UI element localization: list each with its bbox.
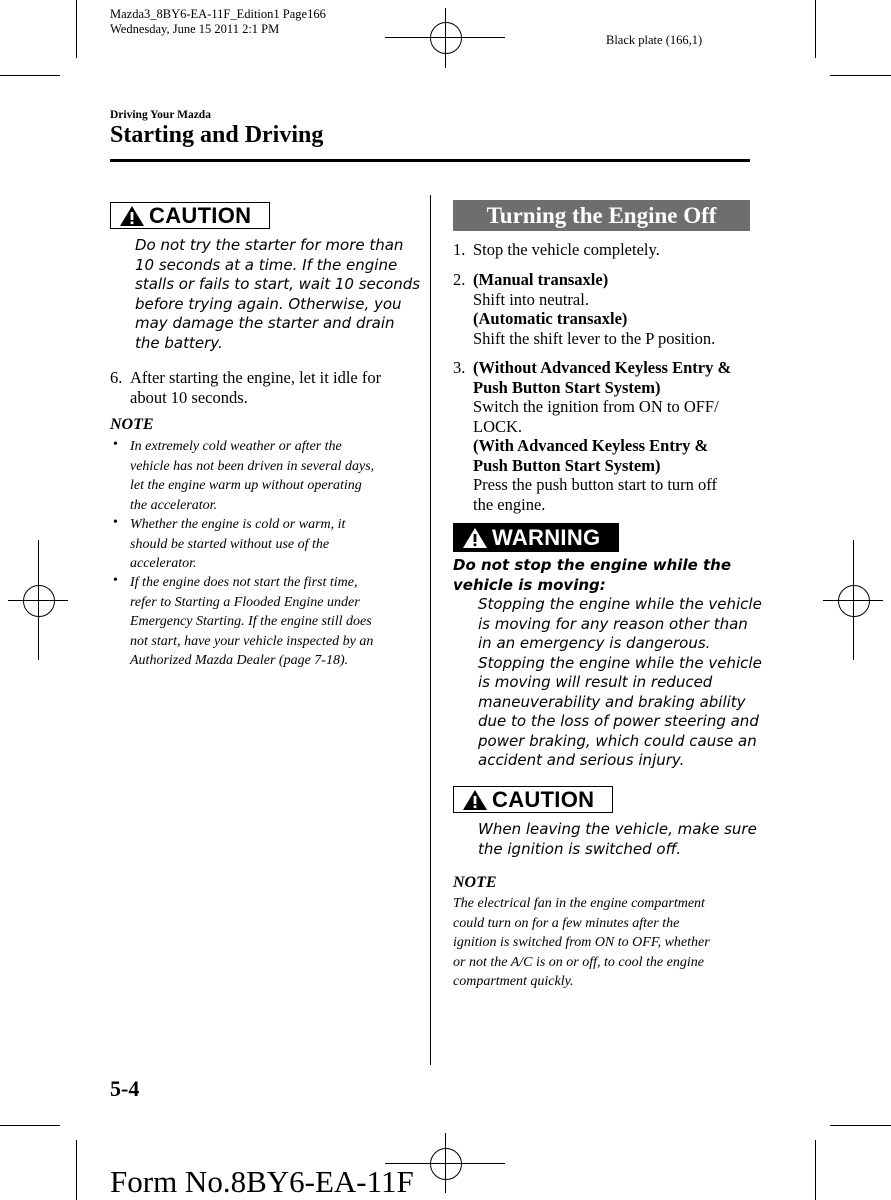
warning-line: is moving for any reason other than: [478, 614, 748, 633]
step-number: 2.: [453, 270, 466, 289]
step-subheading: Push Button Start System): [473, 377, 661, 397]
caution-line: When leaving the vehicle, make sure: [478, 820, 757, 838]
step-line: LOCK.: [473, 416, 523, 436]
note-line: The electrical fan in the engine compartment: [453, 896, 705, 911]
note-bullet-3: [130, 573, 373, 671]
print-job-date: Wednesday, June 15 2011 2:1 PM: [110, 22, 280, 36]
note-text-right: [453, 894, 710, 992]
page-title: Starting and Driving: [110, 122, 324, 148]
step-1-text: Stop the vehicle completely.: [473, 240, 660, 259]
step-subheading: (With Advanced Keyless Entry &: [473, 436, 709, 455]
note-line: the accelerator.: [130, 497, 218, 513]
step-line: Switch the ignition from ON to OFF/: [473, 397, 719, 416]
caution-line: Do not try the starter for more than: [135, 236, 404, 254]
step-number: 1.: [453, 240, 466, 259]
caution-badge-right: [453, 786, 613, 813]
warning-triangle-icon: [462, 527, 488, 549]
warning-lead-line: Do not stop the engine while the: [453, 556, 732, 574]
step-subheading: Push Button Start System): [473, 455, 661, 475]
warning-line: Stopping the engine while the vehicle: [478, 595, 762, 613]
warning-badge: [453, 523, 619, 552]
note-line: Whether the engine is cold or warm, it: [130, 517, 346, 532]
step-line: the engine.: [473, 494, 546, 514]
warning-label: WARNING: [492, 524, 601, 550]
warning-line: accident and serious injury.: [478, 751, 685, 769]
step-subheading: (Automatic transaxle): [473, 309, 628, 328]
step-line: Shift into neutral.: [473, 289, 589, 309]
form-number: Form No.8BY6-EA-11F: [110, 1164, 414, 1199]
step-6-text: [130, 368, 381, 407]
note-line: Emergency Starting. If the engine still does: [130, 614, 372, 629]
warning-lead-line: vehicle is moving:: [453, 575, 606, 594]
note-line: could turn on for a few minutes after the: [453, 915, 680, 931]
caution-label: CAUTION: [492, 786, 595, 812]
note-heading-right: NOTE: [453, 874, 497, 891]
title-rule: [110, 159, 750, 162]
note-line: Authorized Mazda Dealer (page 7-18).: [130, 653, 349, 668]
caution-line: the ignition is switched off.: [478, 839, 682, 858]
note-line: vehicle has not been driven in several days,: [130, 458, 375, 474]
column-divider: [430, 195, 431, 1065]
caution-line: the battery.: [135, 333, 223, 352]
step-line: Shift the shift lever to the P position.: [473, 328, 716, 348]
caution-badge-left: [110, 202, 270, 229]
caution-line: 10 seconds at a time. If the engine: [135, 255, 398, 274]
warning-text: [478, 595, 762, 771]
section-banner: Turning the Engine Off: [453, 200, 750, 231]
step-subheading: (Without Advanced Keyless Entry &: [473, 358, 732, 377]
warning-line: power braking, which could cause an: [478, 731, 757, 750]
caution-text-right: [478, 820, 757, 859]
print-job-file: Mazda3_8BY6-EA-11F_Edition1 Page166: [110, 7, 326, 21]
warning-triangle-icon: [462, 789, 488, 811]
note-line: or not the A/C is on or off, to cool the engine: [453, 954, 704, 970]
warning-triangle-icon: [119, 205, 145, 227]
warning-line: maneuverability and braking ability: [478, 692, 746, 711]
note-line: not start, have your vehicle inspected by an: [130, 633, 374, 649]
bullet-dot: •: [113, 573, 118, 588]
note-bullet-1: [130, 437, 374, 515]
bullet-dot: •: [113, 515, 118, 530]
note-line: refer to Starting a Flooded Engine under: [130, 594, 360, 610]
note-line: let the engine warm up without operating: [130, 478, 362, 493]
caution-line: before trying again. Otherwise, you: [135, 294, 402, 313]
step-number: 6.: [110, 368, 123, 387]
warning-line: is moving will result in reduced: [478, 673, 713, 691]
print-job-info: [110, 7, 326, 37]
warning-line: Stopping the engine while the vehicle: [478, 653, 762, 672]
note-line: compartment quickly.: [453, 974, 574, 989]
caution-label: CAUTION: [149, 202, 252, 228]
section-label: Driving Your Mazda: [110, 109, 211, 121]
note-line: In extremely cold weather or after the: [130, 439, 342, 454]
step-subheading: (Manual transaxle): [473, 270, 609, 289]
step-line: about 10 seconds.: [130, 387, 248, 407]
step-2-text: [473, 270, 715, 348]
caution-line: may damage the starter and drain: [135, 314, 395, 332]
note-line: accelerator.: [130, 556, 197, 571]
step-3-text: [473, 358, 731, 514]
step-line: After starting the engine, let it idle for: [130, 368, 382, 387]
caution-text-left: [135, 236, 420, 353]
note-heading-left: NOTE: [110, 416, 154, 433]
plate-info: Black plate (166,1): [606, 33, 703, 47]
step-number: 3.: [453, 358, 466, 377]
warning-line: due to the loss of power steering and: [478, 712, 759, 730]
warning-lead: [453, 556, 731, 595]
note-line: should be started without use of the: [130, 536, 330, 552]
note-bullet-2: [130, 515, 345, 574]
note-line: ignition is switched from ON to OFF, whether: [453, 935, 710, 950]
bullet-dot: •: [113, 437, 118, 452]
note-line: If the engine does not start the first time,: [130, 575, 358, 590]
caution-line: stalls or fails to start, wait 10 seconds: [135, 275, 421, 293]
warning-line: in an emergency is dangerous.: [478, 634, 711, 652]
step-line: Press the push button start to turn off: [473, 475, 717, 494]
page-number: 5-4: [110, 1076, 140, 1101]
